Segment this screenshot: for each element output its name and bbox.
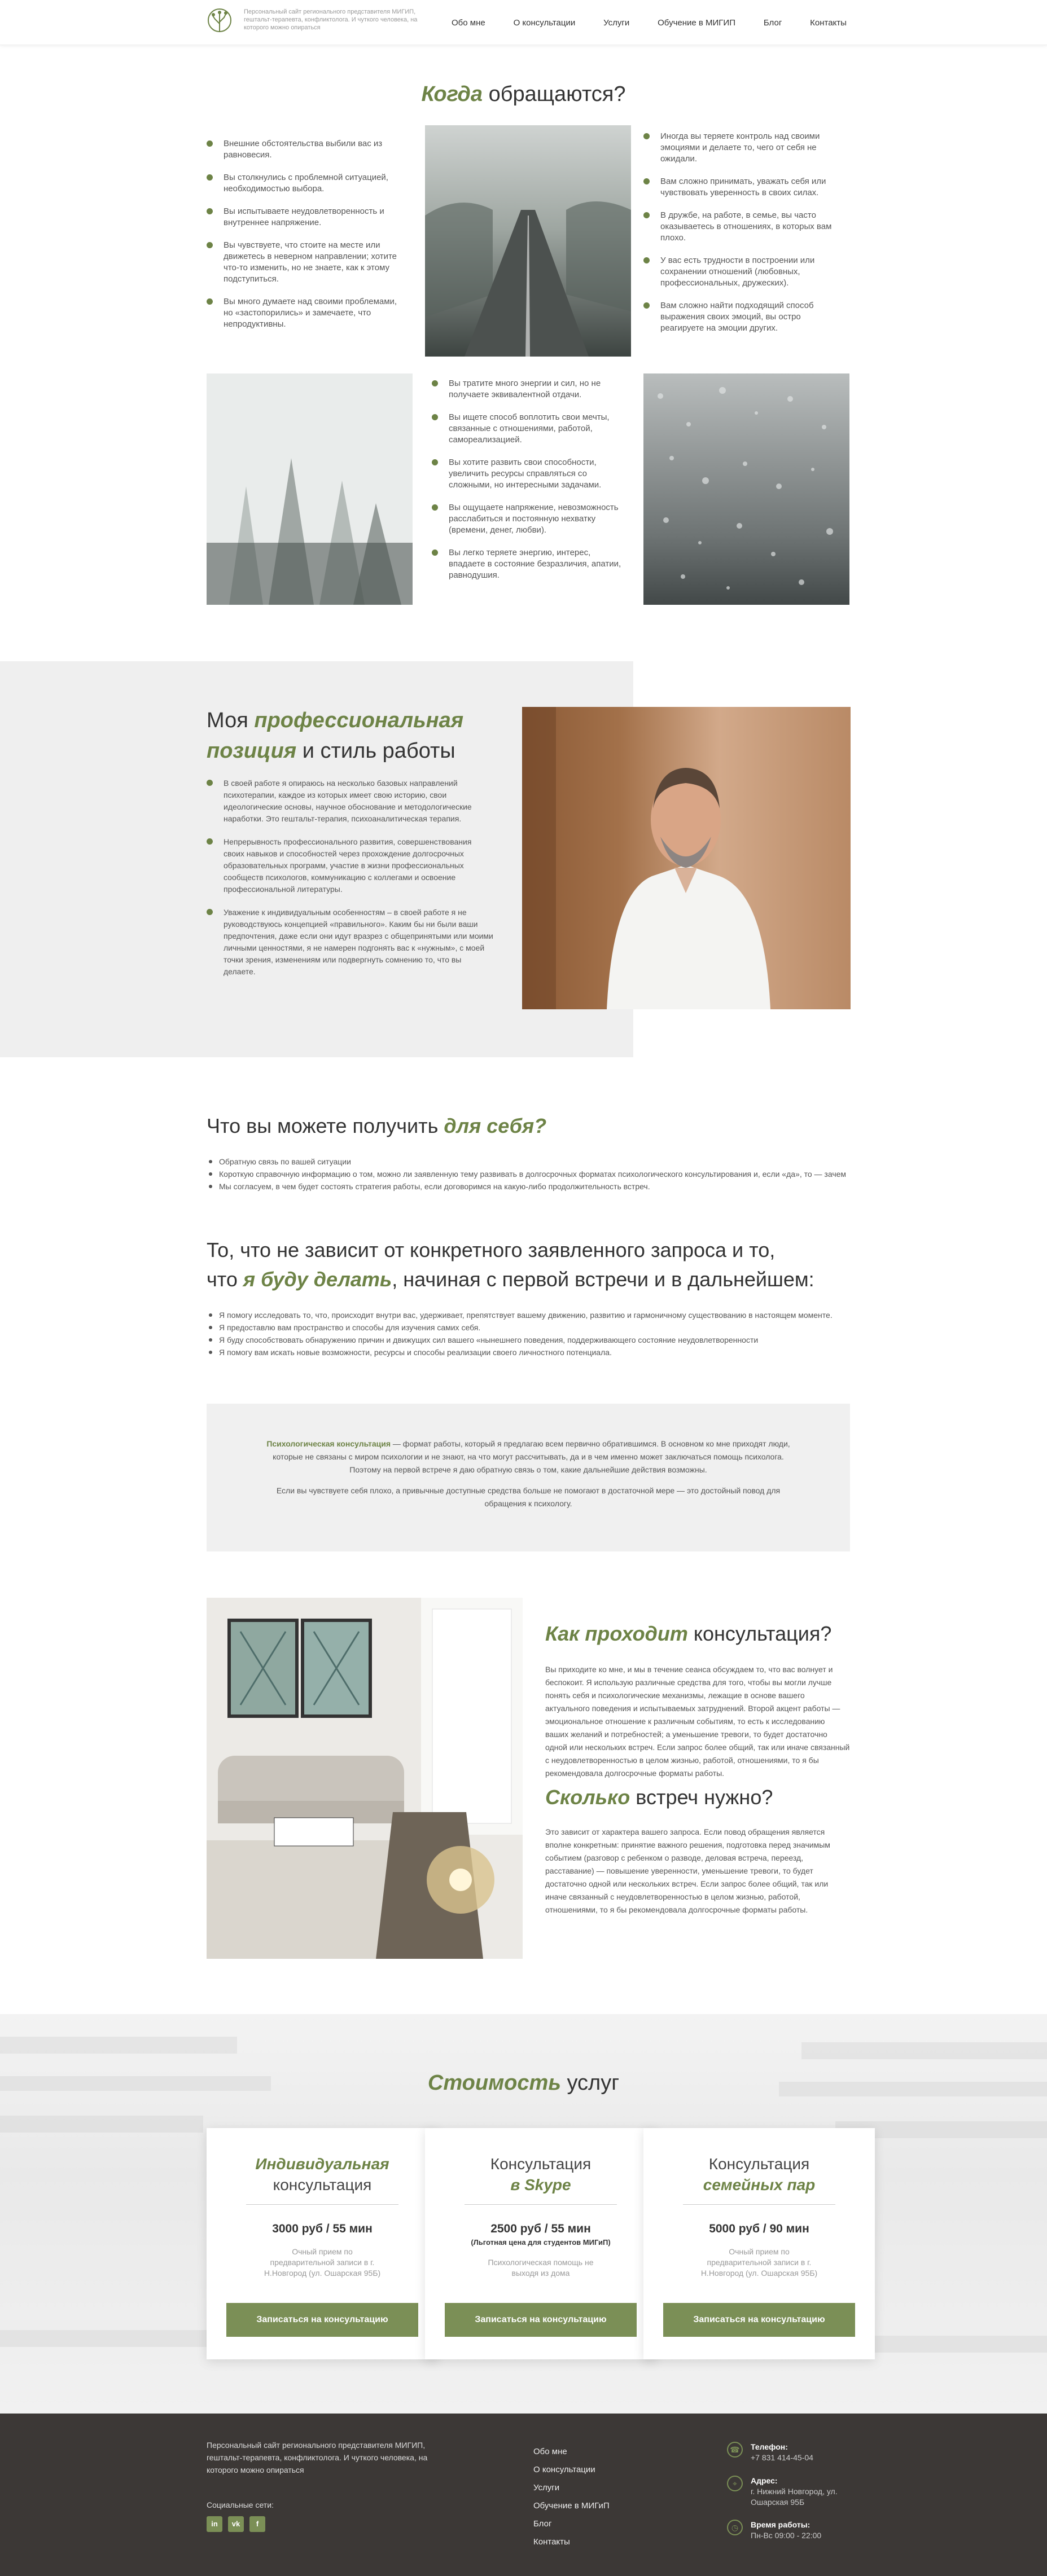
list-item: Я помогу вам искать новые возможности, ресурсы и способы реализации своего личностного потенциала. xyxy=(207,1346,856,1359)
position-title: Моя профессиональная позиция и стиль работы xyxy=(207,709,464,763)
site-footer xyxy=(0,2414,1047,2576)
list-item: Вы испытываете неудовлетворенность и внутреннее напряжение. xyxy=(207,206,398,228)
instagram-icon[interactable]: in xyxy=(207,2516,222,2532)
nav-blog[interactable]: Блог xyxy=(763,18,782,28)
list-item: Обратную связь по вашей ситуации xyxy=(207,1155,856,1168)
nav-education[interactable]: Обучение в МИГИП xyxy=(658,18,735,28)
card-discount-note: (Льготная цена для студентов МИГиП) xyxy=(471,2238,611,2247)
tree-logo-icon[interactable] xyxy=(207,7,233,38)
card-title: Консультация в Skype xyxy=(490,2155,592,2193)
list-item: У вас есть трудности в построении или сохранении отношений (любовных, профессиональных, дружеских). xyxy=(643,255,844,289)
footer-nav-consultation[interactable]: О консультации xyxy=(533,2465,595,2474)
position-list xyxy=(207,777,494,989)
info-paragraph-1: Психологическая консультация — формат работы, который я предлагаю всем первично обратившимся. В основном ко мне приходят люди, которые не связаны с миром психологии и не знают, на что могут рассчитывать, да и в чем именно может заключаться помощь психолога. Поэтому на первой встрече я даю обратную связь о том, какие дальнейшие действия возможны. xyxy=(266,1439,790,1474)
raindrops-photo xyxy=(643,373,849,605)
list-item: Вы ощущаете напряжение, невозможность расслабиться и постоянную нехватку (времени, денег, любви). xyxy=(432,502,624,536)
living-room-photo xyxy=(207,1598,523,1959)
how-title: Как проходит консультация? xyxy=(545,1622,832,1645)
footer-address: ⌖ Адрес: г. Нижний Новгород, ул. Ошарская 95Б xyxy=(727,2476,874,2508)
list-item: Вы хотите развить свои способности, увеличить ресурсы справляться со сложными, но интересными задачами. xyxy=(432,457,624,491)
card-title: Консультация семейных пар xyxy=(703,2155,816,2193)
footer-phone: ☎ Телефон: +7 831 414-45-04 xyxy=(727,2442,874,2463)
info-paragraph-2: Если вы чувствуете себя плохо, а привычные доступные средства больше не помогают в достаточной мере — это достойный повод для обращения к психологу. xyxy=(276,1486,781,1508)
list-item: В своей работе я опираюсь на несколько базовых направлений психотерапии, каждое из которых имеет свою историю, свои идеологические основы, научное обоснование и методологические наработки. Это гештальт-терапия, психоаналитическая терапия. xyxy=(207,777,494,825)
footer-description: Персональный сайт регионального представителя МИГИП, гештальт-терапевта, конфликтолога. И чуткого человека, на которого можно опираться xyxy=(207,2441,428,2474)
list-item: Внешние обстоятельства выбили вас из равновесия. xyxy=(207,138,398,161)
footer-nav-education[interactable]: Обучение в МИГиП xyxy=(533,2501,610,2511)
footer-nav xyxy=(533,2443,610,2551)
portrait-photo xyxy=(522,707,851,1009)
book-consultation-button[interactable]: Записаться на консультацию xyxy=(226,2303,418,2337)
when-list-center xyxy=(432,378,624,592)
nav-about[interactable]: Обо мне xyxy=(452,18,485,28)
list-item: Я предоставлю вам пространство и способы для изучения самих себя. xyxy=(207,1321,856,1334)
price-card-skype xyxy=(425,2128,656,2359)
card-price: 2500 руб / 55 мин xyxy=(490,2222,591,2235)
list-item: Уважение к индивидуальным особенностям – в своей работе я не руководствуюсь концепцией «правильного». Каким бы ни были ваши предпочтения, даже если они идут вразрез с общепринятыми или моими личными ценностями, я не намерен подгонять вас к «нужным», с моей точки зрения, изменениям или подвергнуть сомнению то, что вы делаете. xyxy=(207,907,494,978)
card-divider xyxy=(683,2204,835,2205)
card-price: 5000 руб / 90 мин xyxy=(709,2222,809,2235)
card-title: Индивидуальная консультация xyxy=(255,2155,389,2193)
foggy-road-photo xyxy=(425,125,631,357)
list-item: Мы согласуем, в чем будет состоять стратегия работы, если договоримся на какую-либо продолжительность встреч. xyxy=(207,1180,856,1193)
foggy-forest-photo xyxy=(207,373,413,605)
site-header xyxy=(0,0,1047,45)
location-pin-icon: ⌖ xyxy=(727,2476,743,2491)
how-text: Вы приходите ко мне, и мы в течение сеанса обсуждаем то, что вас волнует и беспокоит. Я использую различные средства для того, чтобы вы могли лучше понять себя и психологические механизмы, лежащие в основе вашего актуального поведения и испытываемых затруднений. Второй акцент работы — эмоциональное отношение к различным событиям, то есть к исследованию ваших желаний и потребностей; а уменьшение тревоги, то будет достаточно одной или нескольких встреч. Если запрос более общий, так или иначе связанный с неудовлетворенностью в целом жизнью, работой, отношениями, то я бы рекомендовала долгосрочные форматы работы. xyxy=(545,1665,850,1778)
list-item: Я помогу исследовать то, что, происходит внутри вас, удерживает, препятствует вашему движению, развитию и гармоничному существованию в настоящем моменте. xyxy=(207,1309,856,1321)
card-note: Психологическая помощь не выходя из дома xyxy=(488,2258,594,2278)
when-title: Когда обращаются? xyxy=(421,82,626,106)
list-item: Вам сложно найти подходящий способ выражения своих эмоций, вы остро реагируете на эмоции других. xyxy=(643,300,844,334)
footer-nav-blog[interactable]: Блог xyxy=(533,2519,552,2529)
card-note: Очный прием по предварительной записи в г. Н.Новгород (ул. Ошарская 95Б) xyxy=(264,2247,381,2278)
list-item: Иногда вы теряете контроль над своими эмоциями и делаете то, чего от себя не ожидали. xyxy=(643,131,844,165)
when-list-left xyxy=(207,138,398,341)
independent-list xyxy=(207,1309,856,1359)
footer-nav-contacts[interactable]: Контакты xyxy=(533,2537,570,2547)
list-item: Вы столкнулись с проблемной ситуацией, необходимостью выбора. xyxy=(207,172,398,195)
card-divider xyxy=(465,2204,617,2205)
how-many-title: Сколько встреч нужно? xyxy=(545,1786,773,1809)
vk-icon[interactable]: vk xyxy=(228,2516,244,2532)
get-list xyxy=(207,1155,856,1193)
social-label: Социальные сети: xyxy=(207,2500,274,2509)
footer-nav-about[interactable]: Обо мне xyxy=(533,2447,567,2456)
list-item: Вы тратите много энергии и сил, но не получаете эквивалентной отдачи. xyxy=(432,378,624,401)
list-item: Я буду способствовать обнаружению причин и движущих сил вашего «нынешнего поведения, поддерживающего состояние неудовлетворенности xyxy=(207,1334,856,1346)
list-item: Непрерывность профессионального развития, совершенствования своих навыков и способностей через прохождение долгосрочных образовательных программ, участие в жизни профессиональных сообществ психологов, коммуникацию с коллегами и освоение профессиональной литературы. xyxy=(207,836,494,895)
main-nav xyxy=(452,17,847,29)
list-item: Вы много думаете над своими проблемами, но «застопорились» и замечаете, что непродуктивны. xyxy=(207,296,398,330)
facebook-icon[interactable]: f xyxy=(249,2516,265,2532)
site-description: Персональный сайт регионального представителя МИГИП, гештальт-терапевта, конфликтолога. И чуткого человека, на которого можно опираться xyxy=(244,8,418,31)
list-item: В дружбе, на работе, в семье, вы часто оказываетесь в отношениях, в которых вам плохо. xyxy=(643,210,844,244)
list-item: Вы ищете способ воплотить свои мечты, связанные с отношениями, работой, самореализацией. xyxy=(432,412,624,446)
phone-icon: ☎ xyxy=(727,2442,743,2458)
price-card-couples xyxy=(643,2128,875,2359)
list-item: Вы чувствуете, что стоите на месте или движетесь в неверном направлении; хотите что-то изменить, но не знаете, как к этому подступиться. xyxy=(207,240,398,285)
book-consultation-button[interactable]: Записаться на консультацию xyxy=(445,2303,637,2337)
nav-services[interactable]: Услуги xyxy=(603,18,630,28)
clock-icon: ◷ xyxy=(727,2520,743,2535)
get-title: Что вы можете получить для себя? xyxy=(207,1114,547,1137)
social-links xyxy=(207,2516,265,2532)
book-consultation-button[interactable]: Записаться на консультацию xyxy=(663,2303,855,2337)
footer-hours: ◷ Время работы: Пн-Вс 09:00 - 22:00 xyxy=(727,2520,874,2541)
nav-contacts[interactable]: Контакты xyxy=(810,18,847,28)
footer-nav-services[interactable]: Услуги xyxy=(533,2483,560,2493)
when-list-right xyxy=(643,131,844,345)
card-price: 3000 руб / 55 мин xyxy=(272,2222,373,2235)
nav-consultation[interactable]: О консультации xyxy=(513,18,576,28)
independent-title: То, что не зависит от конкретного заявленного запроса и то, что я буду делать, начиная с первой встречи и в дальнейшем: xyxy=(207,1238,814,1291)
list-item: Короткую справочную информацию о том, можно ли заявленную тему развивать в долгосрочных форматах психологического консультирования и, если «да», то — зачем xyxy=(207,1168,856,1180)
list-item: Вы легко теряете энергию, интерес, впадаете в состояние безразличия, апатии, равнодушия. xyxy=(432,547,624,581)
how-many-text: Это зависит от характера вашего запроса. Если повод обращения является вполне конкретным: принятие важного решения, подготовка перед значимым событием (разговор с ребенком о разводе, деловая встреча, переезд, расставание) — повышение уверенности, уменьшение тревоги, то будет достаточно одной или нескольких встреч. Если запрос более общий, так или иначе связанный с неудовлетворенностью в целом жизнью, работой, отношениями, то я бы рекомендовала долгосрочные форматы работы. xyxy=(545,1827,830,1914)
card-note: Очный прием по предварительной записи в г. Н.Новгород (ул. Ошарская 95Б) xyxy=(700,2247,818,2278)
list-item: Вам сложно принимать, уважать себя или чувствовать уверенность в своих силах. xyxy=(643,176,844,199)
card-divider xyxy=(246,2204,398,2205)
phone-number[interactable]: +7 831 414-45-04 xyxy=(751,2453,813,2462)
prices-title: Стоимость услуг xyxy=(427,2071,620,2095)
consultation-info-box xyxy=(207,1404,850,1551)
price-card-individual xyxy=(207,2128,438,2359)
